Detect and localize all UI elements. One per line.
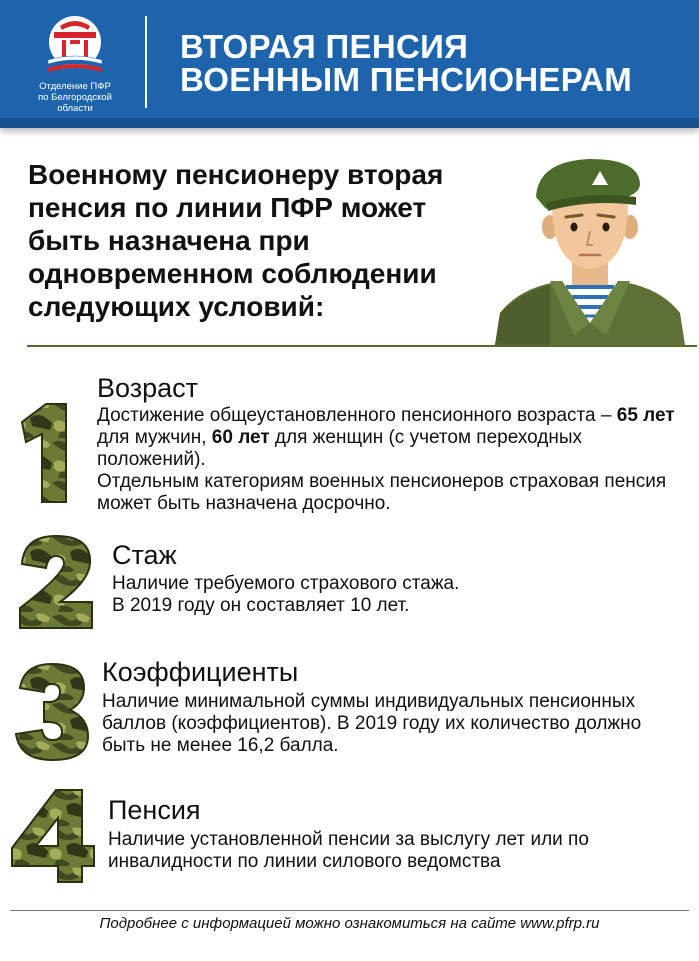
page-title [180, 30, 632, 96]
page-title-line1: ВТОРАЯ ПЕНСИЯ [180, 28, 469, 65]
logo-caption-line2: по Белгородской области [38, 92, 112, 114]
pfr-logo [20, 14, 130, 114]
intro-line3: быть назначена при [28, 225, 310, 256]
condition-3-title: Коэффициенты [102, 657, 299, 687]
footer-divider [10, 910, 689, 911]
condition-1-bold-b: 60 лет [211, 427, 270, 448]
condition-2-title: Стаж [112, 540, 177, 570]
condition-2-text-b: В 2019 году он составляет 10 лет. [112, 595, 410, 616]
condition-1-text [97, 405, 687, 515]
pfr-logo-icon [40, 14, 110, 78]
intro-line2: пенсия по линии ПФР может [28, 192, 427, 223]
condition-1-title: Возраст [97, 373, 198, 403]
soldier-illustration [490, 145, 690, 345]
condition-2-text-a: Наличие требуемого страхового стажа. [112, 573, 460, 594]
condition-1-text-b: для мужчин, [97, 427, 212, 448]
page-title-line2: ВОЕННЫМ ПЕНСИОНЕРАМ [180, 61, 633, 98]
condition-1-text-d: Отдельным категориям военных пенсионеров страховая пенсия может быть назначена досрочно. [97, 471, 667, 514]
condition-1-text-c: для женщин (с учетом переходных положений). [97, 427, 583, 470]
condition-1-text-a: Достижение общеустановленного пенсионного возраста – [97, 405, 617, 426]
number-4-camo [8, 786, 98, 886]
condition-2-text [112, 573, 682, 617]
condition-4-title: Пенсия [108, 795, 201, 825]
number-1-camo [12, 398, 82, 508]
header-banner [0, 0, 699, 128]
intro-line5: следующих условий: [28, 291, 325, 322]
intro-line4: одновременном соблюдении [28, 258, 437, 289]
condition-4-text [108, 829, 688, 873]
intro-line1: Военному пенсионеру вторая [28, 159, 444, 190]
condition-4-text-a: Наличие установленной пенсии за выслугу лет или по инвалидности по линии силового ведомства [108, 829, 589, 872]
condition-3-text [102, 691, 682, 757]
footer-text: Подробнее с информацией можно ознакомиться на сайте www.pfrp.ru [99, 915, 600, 932]
intro-divider [27, 345, 697, 347]
intro-heading [28, 158, 528, 323]
condition-1-bold-a: 65 лет [616, 405, 675, 426]
number-3-camo [12, 660, 92, 764]
header-bottom-strip [0, 118, 699, 128]
number-2-camo [12, 532, 102, 632]
condition-3-text-a: Наличие минимальной суммы индивидуальных пенсионных баллов (коэффициентов). В 2019 году их количество должно быть не менее 16,2 балла. [102, 691, 642, 756]
header-divider [145, 16, 147, 108]
logo-caption-line1: Отделение ПФР [39, 81, 111, 92]
